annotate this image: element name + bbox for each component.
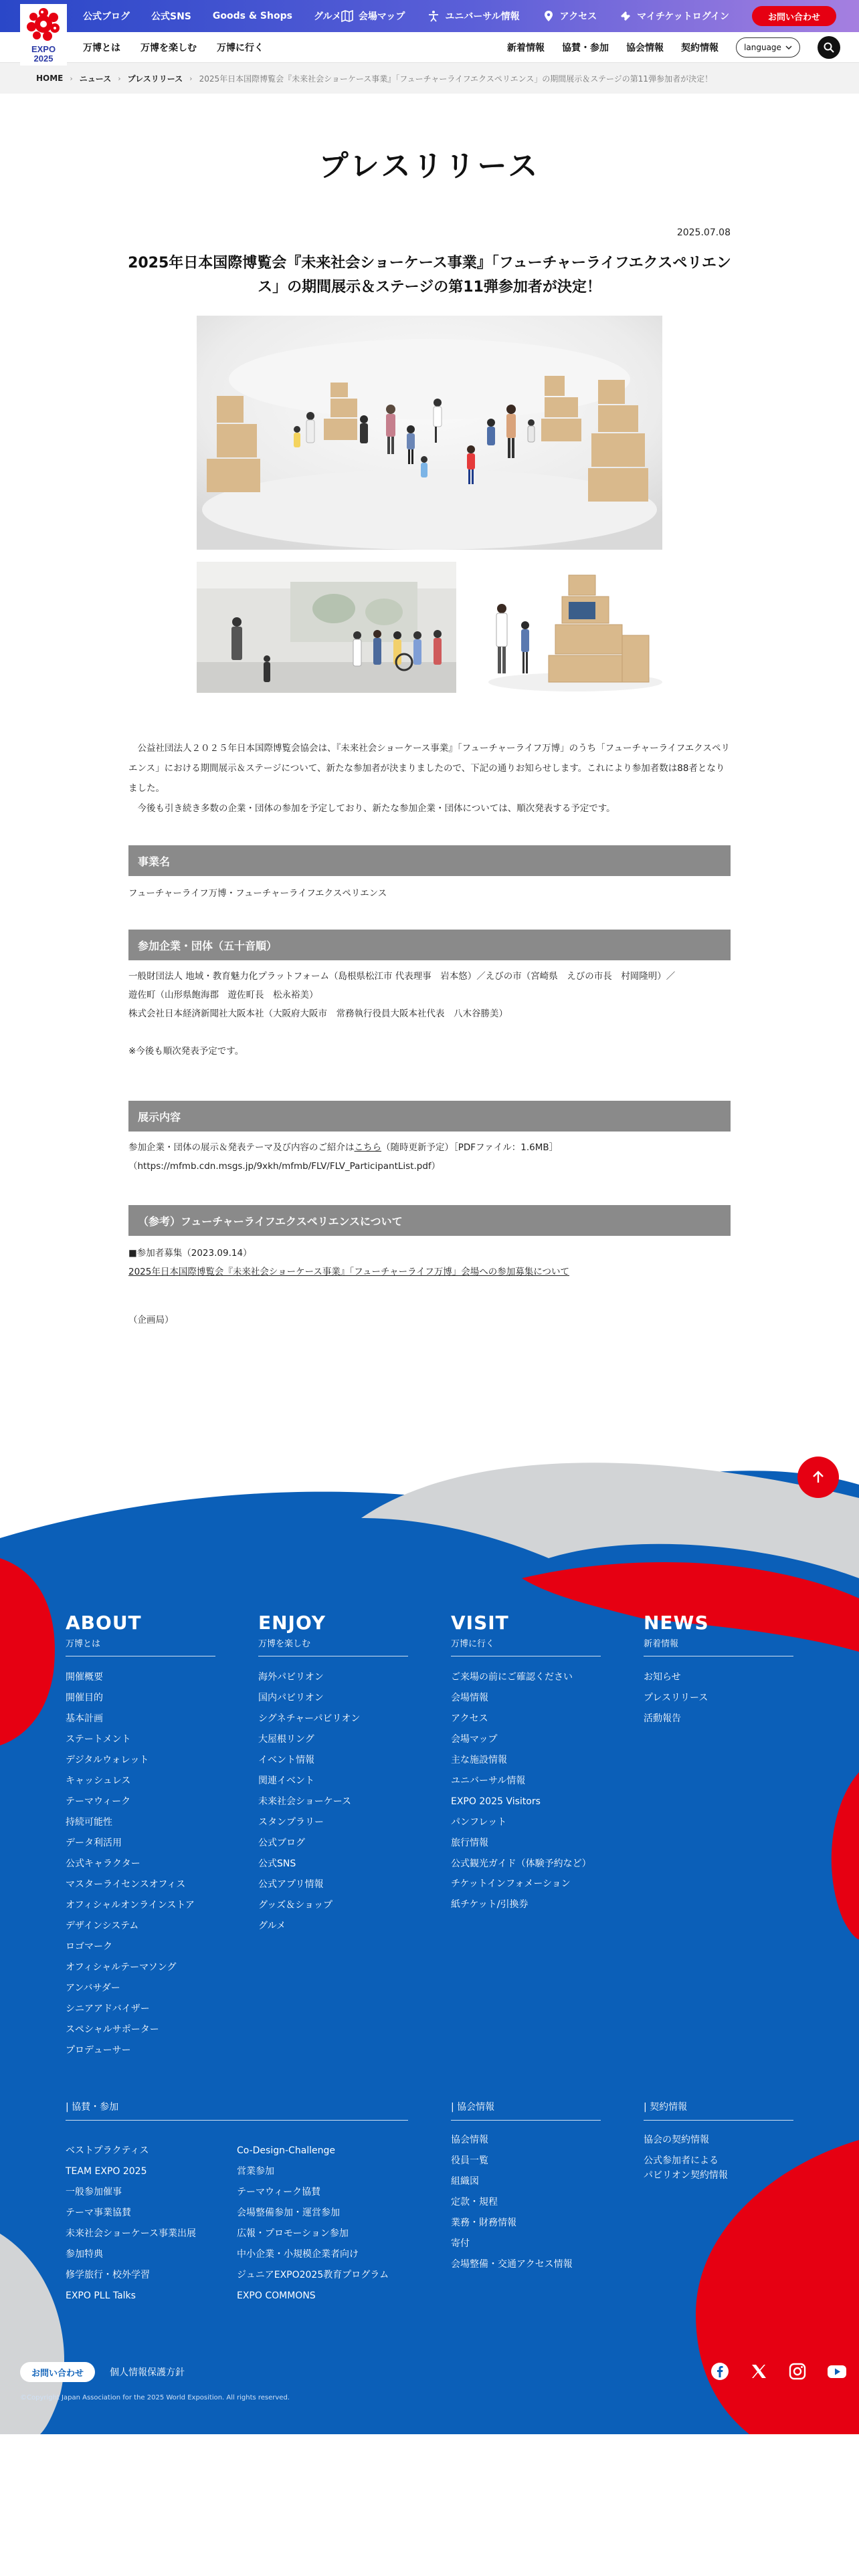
top-links xyxy=(83,0,341,32)
participants-line-1: 一般財団法人 地域・教育魅力化プラットフォーム（島根県松江市 代表理事 岩本悠）／えびの市（宮崎県 えびの市長 村岡隆明）／ xyxy=(128,971,676,982)
footer-link[interactable]: 会場整備・交通アクセス情報 xyxy=(451,2259,573,2270)
article-date: 2025.07.08 xyxy=(676,227,731,238)
top-utility-bar xyxy=(0,0,859,32)
footer-link[interactable]: 公式SNS xyxy=(258,1858,296,1869)
footer-link[interactable]: 広報・プロモーション参加 xyxy=(237,2228,349,2239)
article-org: （企画局） xyxy=(128,1315,174,1325)
chevron-right-icon: › xyxy=(118,74,121,83)
footer-link[interactable]: ジュニアEXPO2025教育プログラム xyxy=(237,2270,389,2280)
article-lead xyxy=(128,738,731,819)
breadcrumb-current: 2025年日本国際博覧会『未来社会ショーケース事業』「フューチャーライフエクスペリエンス」の期間展示＆ステージの第11弾参加者が決定！ xyxy=(199,74,713,84)
footer-link[interactable]: デザインシステム xyxy=(66,1921,139,1931)
footer-link[interactable]: スタンプラリー xyxy=(258,1817,324,1828)
footer-link[interactable]: Co-Design-Challenge xyxy=(237,2145,336,2156)
footer-association xyxy=(451,2100,601,2275)
footer-link[interactable]: テーマウィーク xyxy=(66,1796,131,1807)
footer-visit-sub: 万博に行く xyxy=(451,1636,601,1656)
footer-association-title: | 協会情報 xyxy=(451,2100,601,2121)
footer-link[interactable]: シニアアドバイザー xyxy=(66,2004,150,2014)
footer-contract-title: | 契約情報 xyxy=(644,2100,793,2121)
footer-link[interactable]: 定款・規程 xyxy=(451,2197,498,2208)
footer-about-sub: 万博とは xyxy=(66,1636,215,1656)
footer-contract-title-text: 契約情報 xyxy=(650,2102,688,2113)
footer-link[interactable]: 会場マップ xyxy=(451,1734,498,1745)
footer-link[interactable]: 主な施設情報 xyxy=(451,1755,507,1765)
footer-link[interactable]: 公式アプリ情報 xyxy=(258,1879,324,1890)
exhibition-photo-stage xyxy=(197,562,456,693)
arrow-up-icon xyxy=(810,1469,826,1485)
contact-button[interactable]: お問い合わせ xyxy=(752,6,836,26)
footer-link[interactable]: EXPO 2025 Visitors xyxy=(451,1796,541,1807)
footer-news-title: NEWS xyxy=(644,1612,709,1634)
exhibit-note: （随時更新予定）［PDFファイル：1.6MB］ xyxy=(381,1142,559,1153)
access-label: アクセス xyxy=(559,11,597,22)
footer-link[interactable]: 公式キャラクター xyxy=(66,1858,140,1869)
footer-enjoy-sub: 万博を楽しむ xyxy=(258,1636,408,1656)
footer-link[interactable]: 活動報告 xyxy=(644,1713,681,1724)
language-label: language xyxy=(744,43,781,52)
footer-association-title-text: 協会情報 xyxy=(457,2102,495,2113)
top-link-blog[interactable]: 公式ブログ xyxy=(83,11,130,22)
footer-enjoy-title: ENJOY xyxy=(258,1612,326,1634)
section-body-project xyxy=(128,884,731,903)
chevron-right-icon: › xyxy=(70,74,73,83)
expo-logo[interactable] xyxy=(20,4,67,66)
footer-link[interactable]: 営業参加 xyxy=(237,2166,274,2177)
footer-link[interactable]: 海外パビリオン xyxy=(258,1672,324,1683)
footer-link[interactable]: デジタルウォレット xyxy=(66,1755,149,1765)
section-body-exhibit xyxy=(128,1138,731,1176)
footer-link[interactable]: 紙チケット/引換券 xyxy=(451,1899,529,1910)
footer-link[interactable]: イベント情報 xyxy=(258,1755,314,1765)
footer-link[interactable]: 参加特典 xyxy=(66,2249,103,2260)
footer-link[interactable]: ユニバーサル情報 xyxy=(451,1776,526,1786)
footer-link[interactable]: ご来場の前にご確認ください xyxy=(451,1672,573,1683)
footer-link[interactable]: テーマウィーク協賛 xyxy=(237,2187,321,2197)
lead-paragraph-2: 今後も引き続き多数の企業・団体の参加を予定しており、新たな参加企業・団体については、順次発表する予定です。 xyxy=(128,803,615,814)
footer-link[interactable]: 組織図 xyxy=(451,2176,479,2187)
nav-enjoy[interactable]: 万博を楽しむ xyxy=(140,43,197,53)
section-heading-participants: 参加企業・団体（五十音順） xyxy=(128,930,731,960)
footer-link[interactable]: スペシャルサポーター xyxy=(66,2024,159,2035)
lead-paragraph-1: 公益社団法人２０２５年日本国際博覧会協会は、『未来社会ショーケース事業』「フューチャーライフ万博」のうち「フューチャーライフエクスペリエンス」における期間展示＆ステージについて、新たな参加者が決まりましたので、下記の通りお知らせします。これにより参加者数は88者となりました。 xyxy=(128,743,730,794)
footer-link[interactable]: 一般参加催事 xyxy=(66,2187,122,2197)
main-nav-left xyxy=(83,32,264,63)
footer-link[interactable]: 役員一覧 xyxy=(451,2155,488,2166)
footer-sponsor-title: | 協賛・参加 xyxy=(66,2100,408,2121)
footer-link[interactable]: 大屋根リング xyxy=(258,1734,314,1745)
nav-visit[interactable]: 万博に行く xyxy=(217,43,264,53)
footer-link[interactable]: 開催概要 xyxy=(66,1672,103,1683)
nav-association[interactable]: 協会情報 xyxy=(626,43,664,53)
copyright: ©Copyright Japan Association for the 2025 World Exposition. All rights reserved. xyxy=(20,2394,290,2401)
footer-link[interactable]: グッズ＆ショップ xyxy=(258,1900,333,1911)
footer-link[interactable]: 業務・財務情報 xyxy=(451,2218,516,2228)
footer-link[interactable]: チケットインフォメーション xyxy=(451,1879,571,1889)
footer-link[interactable]: 協会の契約情報 xyxy=(644,2135,709,2145)
breadcrumb-news[interactable]: ニュース xyxy=(79,74,112,84)
footer-link[interactable]: グルメ xyxy=(258,1921,286,1931)
section-heading-reference: （参考）フューチャーライフエクスペリエンスについて xyxy=(128,1205,731,1236)
main-nav-right xyxy=(507,32,840,63)
article-headline: 2025年日本国際博覧会『未来社会ショーケース事業』「フューチャーライフエクスペリエンス」の期間展示＆ステージの第11弾参加者が決定！ xyxy=(128,255,731,296)
youtube-icon[interactable] xyxy=(827,2362,847,2381)
map-icon xyxy=(341,10,353,22)
page-title: プレスリリース xyxy=(318,149,541,183)
footer-link[interactable]: プレスリリース xyxy=(644,1693,708,1703)
exhibit-text: 参加企業・団体の展示＆発表テーマ及び内容のご紹介は xyxy=(128,1142,355,1153)
site-footer xyxy=(0,1458,859,2434)
reference-line-1: ■参加者募集（2023.09.14） xyxy=(128,1248,252,1259)
section-heading-project: 事業名 xyxy=(128,845,731,876)
footer-link[interactable]: アクセス xyxy=(451,1713,488,1724)
footer-link[interactable]: 会場整備参加・運営参加 xyxy=(237,2208,340,2218)
nav-contract[interactable]: 契約情報 xyxy=(681,43,719,53)
footer-link[interactable]: 国内パビリオン xyxy=(258,1693,324,1703)
footer-link[interactable]: 旅行情報 xyxy=(451,1838,488,1848)
footer-link[interactable]: オフィシャルテーマソング xyxy=(66,1962,177,1973)
social-links xyxy=(710,2362,847,2381)
section-body-participants xyxy=(128,967,731,1061)
nav-news[interactable]: 新着情報 xyxy=(507,43,545,53)
footer-link[interactable]: 会場情報 xyxy=(451,1693,488,1703)
exhibit-url: （https://mfmb.cdn.msgs.jp/9xkh/mfmb/FLV/FLV_ParticipantList.pdf） xyxy=(128,1161,441,1172)
venue-map-label: 会場マップ xyxy=(358,11,405,22)
footer-link[interactable]: 開催目的 xyxy=(66,1693,103,1703)
breadcrumb-press[interactable]: プレスリリース xyxy=(127,74,183,84)
exhibit-pdf-link[interactable]: こちら xyxy=(354,1142,381,1153)
expo-logo-mark xyxy=(20,4,67,66)
footer-link[interactable]: ロゴマーク xyxy=(66,1941,112,1952)
footer-link[interactable]: ステートメント xyxy=(66,1734,131,1745)
reference-link[interactable]: 2025年日本国際博覧会『未来社会ショーケース事業』「フューチャーライフ万博」会場への参加募集について xyxy=(128,1267,569,1277)
participants-spacer xyxy=(128,1023,731,1042)
footer-link[interactable]: パンフレット xyxy=(451,1817,507,1828)
universal-info-link[interactable] xyxy=(427,9,519,23)
footer-news xyxy=(644,1612,793,1729)
footer-link[interactable]: TEAM EXPO 2025 xyxy=(66,2166,147,2177)
section-body-reference xyxy=(128,1244,731,1281)
footer-news-sub: 新着情報 xyxy=(644,1636,793,1656)
footer-contract xyxy=(644,2100,793,2183)
chevron-right-icon: › xyxy=(189,74,193,83)
main-navigation xyxy=(0,32,859,63)
access-link[interactable] xyxy=(543,9,597,23)
footer-link[interactable]: 基本計画 xyxy=(66,1713,103,1724)
footer-link[interactable]: アンバサダー xyxy=(66,1983,120,1994)
footer-bottom-links xyxy=(20,2362,185,2382)
footer-link[interactable]: 修学旅行・校外学習 xyxy=(66,2270,150,2280)
footer-link[interactable]: 寄付 xyxy=(451,2238,470,2249)
page-top-button[interactable] xyxy=(797,1457,839,1498)
project-name: フューチャーライフ万博・フューチャーライフエクスペリエンス xyxy=(128,888,387,899)
footer-link[interactable]: お知らせ xyxy=(644,1672,681,1683)
universal-icon xyxy=(427,10,440,22)
section-heading-exhibit: 展示内容 xyxy=(128,1101,731,1132)
venue-map-link[interactable] xyxy=(341,9,405,23)
footer-link[interactable]: EXPO COMMONS xyxy=(237,2290,316,2301)
footer-link[interactable]: 協会情報 xyxy=(451,2135,488,2145)
footer-link[interactable]: シグネチャーパビリオン xyxy=(258,1713,361,1724)
footer-link[interactable]: 未来社会ショーケース事業出展 xyxy=(66,2228,197,2239)
svg-text:EXPO: EXPO xyxy=(31,44,56,54)
top-link-goods[interactable]: Goods & Shops xyxy=(212,11,292,21)
footer-link[interactable]: 公式参加者による パビリオン契約情報 xyxy=(644,2155,728,2181)
top-link-gourmet[interactable]: グルメ xyxy=(313,11,342,22)
footer-visit-title: VISIT xyxy=(451,1612,509,1634)
footer-link[interactable]: ベストプラクティス xyxy=(66,2145,149,2156)
footer-link[interactable]: EXPO PLL Talks xyxy=(66,2290,136,2301)
footer-link[interactable]: 公式ブログ xyxy=(258,1838,305,1848)
participants-line-3: 株式会社日本経済新聞社大阪本社（大阪府大阪市 常務執行役員大阪本社代表 八木谷勝美） xyxy=(128,1008,508,1019)
footer-contact-button[interactable]: お問い合わせ xyxy=(20,2362,95,2382)
footer-about xyxy=(66,1612,215,2061)
my-ticket-login-link[interactable] xyxy=(619,9,729,23)
location-pin-icon xyxy=(543,10,555,22)
facebook-icon[interactable] xyxy=(710,2362,729,2381)
breadcrumb xyxy=(0,63,859,94)
language-selector[interactable] xyxy=(736,37,800,58)
svg-text:2025: 2025 xyxy=(33,53,54,64)
x-icon[interactable] xyxy=(749,2362,768,2381)
footer-link[interactable]: 未来社会ショーケース xyxy=(258,1796,352,1807)
footer-link[interactable]: 中小企業・小規模企業者向け xyxy=(237,2249,359,2260)
universal-info-label: ユニバーサル情報 xyxy=(445,11,520,22)
footer-link[interactable]: プロデューサー xyxy=(66,2045,131,2056)
footer-link[interactable]: データ利活用 xyxy=(66,1838,122,1848)
footer-visit xyxy=(451,1612,601,1915)
exhibition-photo-booth xyxy=(468,562,662,693)
search-icon xyxy=(824,42,834,53)
nav-about[interactable]: 万博とは xyxy=(83,43,120,53)
footer-link[interactable]: テーマ事業協賛 xyxy=(66,2208,131,2218)
nav-sponsor[interactable]: 協賛・参加 xyxy=(562,43,609,53)
top-utility-links xyxy=(341,0,836,32)
breadcrumb-home[interactable]: HOME xyxy=(36,74,64,83)
footer-link[interactable]: 持続可能性 xyxy=(66,1817,112,1828)
participants-note: ※今後も順次発表予定です。 xyxy=(128,1046,244,1057)
footer-sponsor-title-text: 協賛・参加 xyxy=(72,2102,119,2113)
participants-line-2: 遊佐町（山形県飽海郡 遊佐町長 松永裕美） xyxy=(128,990,318,1000)
footer-link[interactable]: 関連イベント xyxy=(258,1776,314,1786)
footer-enjoy xyxy=(258,1612,408,1937)
exhibit-line-1 xyxy=(128,1138,731,1157)
footer-link[interactable]: キャッシュレス xyxy=(66,1776,131,1786)
ticket-icon xyxy=(619,10,632,22)
privacy-policy-link[interactable]: 個人情報保護方針 xyxy=(110,2367,185,2378)
footer-sponsor xyxy=(66,2100,408,2306)
my-ticket-login-label: マイチケットログイン xyxy=(637,11,729,22)
exhibition-photo-main xyxy=(197,316,662,550)
search-button[interactable] xyxy=(818,36,840,59)
footer-about-title: ABOUT xyxy=(66,1612,142,1634)
chevron-down-icon xyxy=(785,45,792,49)
instagram-icon[interactable] xyxy=(788,2362,807,2381)
footer-link[interactable]: 公式観光ガイド（体験予約など） xyxy=(451,1858,591,1869)
footer-link[interactable]: マスターライセンスオフィス xyxy=(66,1879,186,1890)
top-link-sns[interactable]: 公式SNS xyxy=(151,11,191,22)
footer-link[interactable]: オフィシャルオンラインストア xyxy=(66,1900,195,1911)
